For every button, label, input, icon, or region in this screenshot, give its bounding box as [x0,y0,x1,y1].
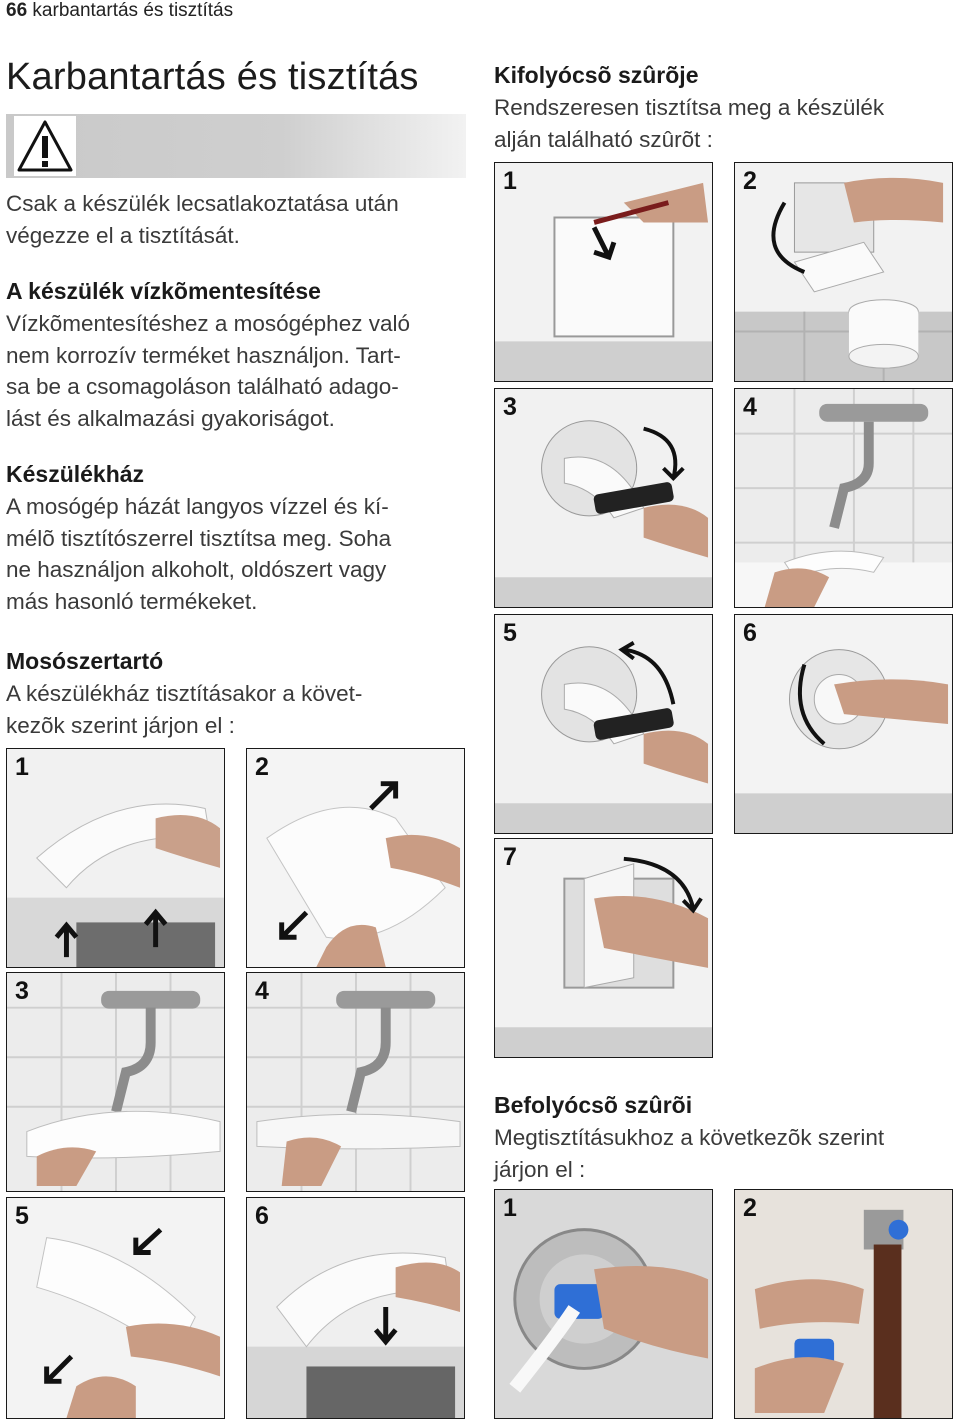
descaling-text: Vízkõmentesítéshez a mosógéphez való nem korrozív terméket használjon. Tart- sa be a csomagoláson található adago- lást és alkalmazási gyakoriságot. [6,311,410,431]
step-number: 6 [255,1202,269,1230]
step-number: 4 [255,977,269,1005]
step-number: 3 [503,393,517,421]
dispenser-step-1-photo [6,748,225,968]
page-title: Karbantartás és tisztítás [6,56,419,98]
inlet-step-2-photo [734,1189,953,1419]
step-number: 2 [743,1194,757,1222]
step-number: 5 [503,619,517,647]
housing-text: A mosógép házát langyos vízzel és kí- mélõ tisztítószerrel tisztítsa meg. Soha ne használjon alkoholt, oldószert vagy más hasonló termékeket. [6,494,392,614]
step-number: 3 [15,977,29,1005]
drain-filter-text: Rendszeresen tisztítsa meg a készülék alján található szûrõt : [494,95,885,152]
drain-step-5-photo [494,614,713,834]
inlet-filter-text: Megtisztításukhoz a következõk szerint járjon el : [494,1125,885,1182]
page-header [6,0,233,22]
warning-text: Csak a készülék lecsatlakoztatása után végezze el a tisztítását. [6,191,399,248]
drain-step-7-photo [494,838,713,1058]
page-number: 66 [6,0,28,21]
step-number: 1 [503,167,517,195]
step-number: 4 [743,393,757,421]
dispenser-step-6-photo [246,1197,465,1419]
drain-step-6-photo [734,614,953,834]
dispenser-step-3-photo [6,972,225,1192]
step-number: 1 [15,753,29,781]
dispenser-heading: Mosószertartó [6,648,164,674]
step-number: 5 [15,1202,29,1230]
dispenser-step-5-photo [6,1197,225,1419]
step-number: 2 [743,167,757,195]
descaling-heading: A készülék vízkõmentesítése [6,278,321,304]
header-section: karbantartás és tisztítás [32,0,234,21]
inlet-step-1-photo [494,1189,713,1419]
step-number: 7 [503,843,517,871]
drain-filter-heading: Kifolyócsõ szûrõje [494,62,699,88]
drain-step-3-photo [494,388,713,608]
dispenser-text: A készülékház tisztításakor a követ- kezõk szerint járjon el : [6,681,363,738]
drain-step-2-photo [734,162,953,382]
step-number: 2 [255,753,269,781]
dispenser-step-4-photo [246,972,465,1192]
dispenser-step-2-photo [246,748,465,968]
drain-step-1-photo [494,162,713,382]
housing-heading: Készülékház [6,461,145,487]
warning-triangle-icon [14,116,76,176]
step-number: 6 [743,619,757,647]
inlet-filter-heading: Befolyócsõ szûrõi [494,1092,693,1118]
step-number: 1 [503,1194,517,1222]
warning-bar [6,114,466,178]
drain-step-4-photo [734,388,953,608]
